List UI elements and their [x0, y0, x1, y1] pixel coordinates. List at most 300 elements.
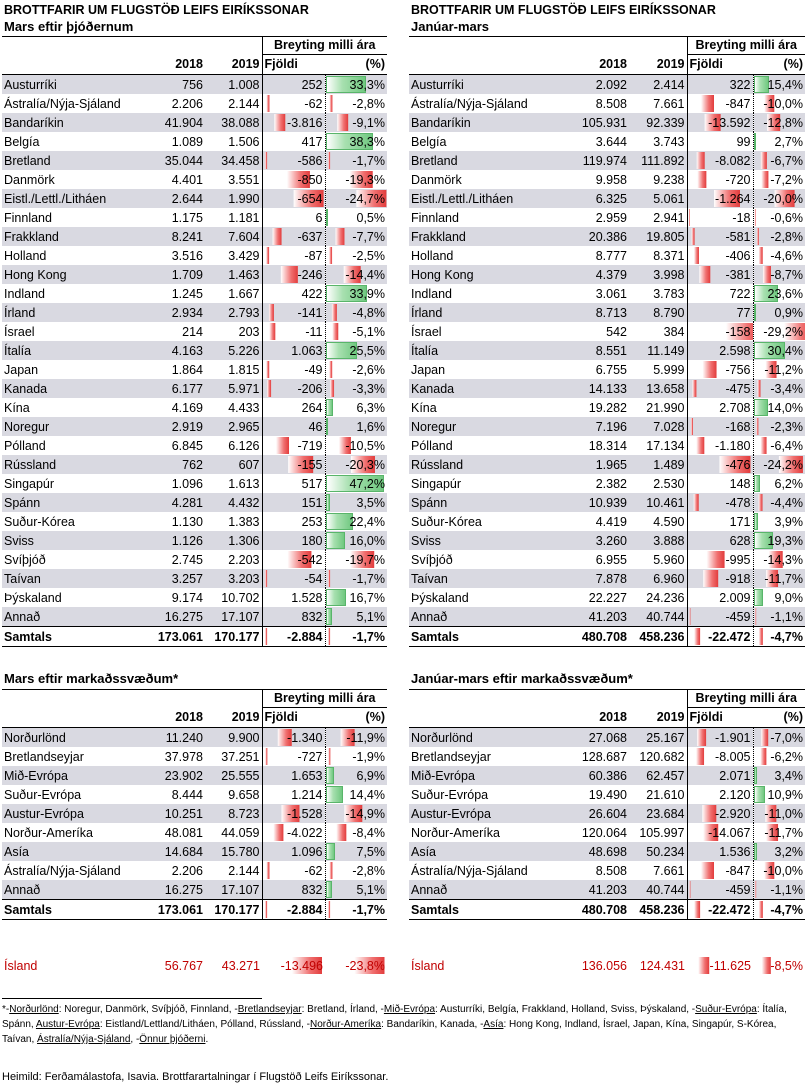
value-2018: 14.684 [150, 842, 205, 861]
change-pct [325, 455, 387, 474]
table-row [409, 208, 805, 227]
negative-change-bar [330, 380, 334, 397]
row-label: Samtals [409, 900, 574, 920]
value-2019: 384 [663, 324, 685, 339]
cell-value: 25,5% [349, 343, 385, 358]
table-row [409, 379, 805, 398]
negative-change-bar [332, 323, 338, 340]
value-2018: 4.281 [150, 493, 205, 512]
positive-change-bar [326, 608, 332, 625]
value-2018: 6.755 [595, 362, 627, 377]
change-pct [753, 360, 805, 379]
cell-value: -850 [297, 172, 323, 187]
footnote-part: . [205, 1034, 209, 1045]
data-table [409, 37, 805, 647]
cell-value: -24,2% [763, 457, 803, 472]
value-2019: 1.383 [228, 514, 260, 529]
negative-change-bar [267, 380, 271, 397]
value-2018: 120.064 [581, 825, 627, 840]
change-count [687, 284, 753, 303]
row-label: Kína [4, 400, 30, 415]
change-count [262, 747, 325, 766]
row-label: Bretland [409, 151, 574, 170]
change-count [687, 823, 753, 842]
cell-value: -2,8% [770, 229, 803, 244]
positive-change-bar [754, 786, 765, 803]
change-pct [753, 785, 805, 804]
value-2018: 9.958 [595, 172, 627, 187]
change-count [262, 493, 325, 512]
year-2019-header: 2019 [205, 708, 262, 728]
cell-value: -2,5% [352, 248, 385, 263]
table-row [409, 842, 805, 861]
table-row [409, 728, 805, 748]
value-2018: 480.708 [574, 900, 629, 920]
table-row [409, 75, 805, 95]
pct-header: (%) [325, 55, 387, 75]
cell-value: 264 [301, 400, 323, 415]
footnote-part: Suður-Evrópa [695, 1004, 757, 1015]
change-count [687, 861, 753, 880]
change-count [262, 607, 325, 627]
data-table [409, 690, 805, 920]
year-2018-header: 2018 [574, 55, 629, 75]
cell-value: 1.214 [291, 787, 323, 802]
change-pct [753, 132, 805, 151]
negative-change-bar [329, 361, 332, 378]
year-2018-header: 2018 [574, 708, 629, 728]
value-2019: 6.126 [228, 438, 260, 453]
value-2019: 1.815 [228, 362, 260, 377]
row-label: Svíþjóð [411, 552, 453, 567]
change-count [687, 588, 753, 607]
cell-value: -719 [297, 438, 323, 453]
change-count [687, 246, 753, 265]
cell-value: -5,1% [352, 324, 385, 339]
cell-value: -4.022 [287, 825, 323, 840]
value-2018: 11.240 [150, 728, 205, 748]
cell-value: 151 [301, 495, 323, 510]
value-2018: 7.878 [574, 569, 629, 588]
change-count [262, 284, 325, 303]
notes-divider [2, 998, 262, 999]
change-count [687, 900, 753, 920]
negative-change-bar [268, 304, 274, 321]
negative-change-bar [758, 901, 763, 918]
table-row [2, 132, 387, 151]
cell-value: 14,0% [767, 400, 803, 415]
negative-change-bar [758, 494, 763, 511]
cell-value: -19,3% [345, 172, 385, 187]
change-count [687, 842, 753, 861]
change-pct [753, 151, 805, 170]
change-count [262, 766, 325, 785]
change-count [687, 341, 753, 360]
value-2019: 10.702 [221, 590, 260, 605]
value-2019: 17.107 [205, 607, 262, 627]
row-label: Japan [411, 362, 446, 377]
negative-change-bar [758, 247, 763, 264]
header-row [2, 55, 387, 75]
change-pct [325, 94, 387, 113]
count-header: Fjöldi [687, 55, 753, 75]
change-pct [325, 607, 387, 627]
cell-value: 832 [301, 609, 323, 624]
row-label: Japan [4, 362, 39, 377]
change-count [262, 189, 325, 208]
row-label: Samtals [409, 627, 574, 647]
positive-change-bar [326, 589, 347, 606]
row-label: Ítalía [409, 341, 574, 360]
cell-value: -475 [725, 381, 751, 396]
value-2018: 1.130 [171, 514, 203, 529]
value-2019: 4.590 [653, 514, 685, 529]
cell-value: -11,7% [764, 571, 803, 586]
value-2019: 1.506 [228, 134, 260, 149]
row-label: Kanada [2, 379, 150, 398]
negative-change-bar [328, 748, 330, 765]
cell-value: -12,8% [763, 115, 803, 130]
cell-value: 10,9% [767, 787, 803, 802]
change-pct [753, 227, 805, 246]
value-2018: 37.978 [164, 749, 203, 764]
change-count [262, 900, 325, 920]
value-2019: 3.551 [228, 172, 260, 187]
value-2018: 6.845 [171, 438, 203, 453]
cell-value: -11.625 [709, 958, 751, 973]
cell-value: -8.082 [715, 153, 751, 168]
change-pct [325, 956, 387, 975]
value-2018: 3.644 [595, 134, 627, 149]
value-2018: 35.044 [150, 151, 205, 170]
value-2018: 48.081 [164, 825, 203, 840]
value-2019: 62.457 [629, 766, 687, 785]
change-pct [753, 398, 805, 417]
negative-change-bar [266, 862, 269, 879]
change-count [262, 512, 325, 531]
table-row [2, 303, 387, 322]
change-pct [753, 113, 805, 132]
change-header: Breyting milli ára [687, 37, 805, 55]
negative-change-bar [329, 862, 332, 879]
count-header: Fjöldi [262, 708, 325, 728]
value-2019: 111.892 [629, 151, 687, 170]
row-label: Frakkland [2, 227, 150, 246]
change-count [687, 322, 753, 341]
table-row [2, 170, 387, 189]
change-pct [325, 170, 387, 189]
change-count [687, 208, 753, 227]
cell-value: 0,9% [774, 305, 803, 320]
cell-value: -2,8% [352, 863, 385, 878]
value-2018: 762 [150, 455, 205, 474]
cell-value: 1,6% [356, 419, 385, 434]
change-count [262, 785, 325, 804]
positive-change-bar [754, 76, 770, 93]
change-count [687, 627, 753, 647]
row-label: Singapúr [411, 476, 462, 491]
table-row [409, 880, 805, 900]
cell-value: 14,4% [349, 787, 385, 802]
row-label: Pólland [4, 438, 46, 453]
table-row [409, 132, 805, 151]
change-pct [753, 493, 805, 512]
change-pct [325, 588, 387, 607]
value-2018: 9.174 [171, 590, 203, 605]
negative-change-bar [761, 729, 768, 746]
change-count [687, 804, 753, 823]
footnote [2, 1002, 802, 1047]
positive-change-bar [754, 843, 757, 860]
cell-value: -654 [297, 191, 323, 206]
change-pct [325, 474, 387, 493]
value-2019: 8.371 [653, 248, 685, 263]
cell-value: -581 [725, 229, 751, 244]
value-2018: 18.314 [588, 438, 627, 453]
value-2019: 2.941 [653, 210, 685, 225]
change-count [262, 861, 325, 880]
change-count [687, 398, 753, 417]
year-2019-header: 2019 [629, 55, 687, 75]
table-row [409, 588, 805, 607]
value-2019: 2.793 [205, 303, 262, 322]
positive-change-bar [754, 589, 763, 606]
cell-value: 16,0% [349, 533, 385, 548]
value-2018: 173.061 [150, 627, 205, 647]
change-count [687, 227, 753, 246]
table-row [409, 747, 805, 766]
value-2018: 6.955 [595, 552, 627, 567]
value-2018: 1.096 [171, 476, 203, 491]
table-row [2, 436, 387, 455]
cell-value: -6,7% [770, 153, 803, 168]
total-row [409, 627, 805, 647]
change-pct [325, 208, 387, 227]
value-2018: 480.708 [574, 627, 629, 647]
cell-value: 1.536 [719, 844, 751, 859]
value-2018: 8.777 [595, 248, 627, 263]
cell-value: 1.096 [291, 844, 323, 859]
cell-value: -141 [297, 305, 323, 320]
change-count [262, 842, 325, 861]
change-count [687, 151, 753, 170]
row-label: Danmörk [4, 172, 55, 187]
cell-value: 7,5% [356, 844, 385, 859]
table-row [2, 75, 387, 95]
island-row [409, 956, 805, 975]
source-note: Heimild: Ferðamálastofa, Isavia. Brottfarartalningar í Flugstöð Leifs Eiríkssonar. [2, 1071, 389, 1083]
table-row [409, 823, 805, 842]
cell-value: -3.816 [287, 115, 323, 130]
table-row [2, 284, 387, 303]
value-2019: 17.107 [205, 880, 262, 900]
value-2018: 1.864 [171, 362, 203, 377]
table-row [2, 360, 387, 379]
value-2019: 21.990 [646, 400, 685, 415]
negative-change-bar [328, 570, 330, 587]
cell-value: -1,7% [352, 902, 385, 917]
value-2019: 4.433 [228, 400, 260, 415]
cell-value: -10,0% [763, 96, 803, 111]
cell-value: -87 [304, 248, 323, 263]
change-count [687, 512, 753, 531]
cell-value: 180 [301, 533, 323, 548]
change-pct [753, 455, 805, 474]
row-label: Spánn [2, 493, 150, 512]
value-2018: 8.713 [574, 303, 629, 322]
change-pct [325, 512, 387, 531]
cell-value: -11,9% [346, 730, 385, 745]
footnote-part: : Ítalía, Spánn, [2, 1004, 787, 1030]
negative-change-bar [689, 881, 690, 898]
cell-value: 0,5% [356, 210, 385, 225]
change-count [687, 531, 753, 550]
value-2018: 41.904 [150, 113, 205, 132]
value-2019: 458.236 [629, 627, 687, 647]
header-row [2, 690, 387, 708]
year-2019-header: 2019 [205, 55, 262, 75]
change-pct [753, 284, 805, 303]
value-2019: 5.971 [205, 379, 262, 398]
change-count [687, 728, 753, 748]
cell-value: 19,3% [767, 533, 803, 548]
cell-value: -727 [297, 749, 323, 764]
cell-value: 5,1% [356, 882, 385, 897]
row-label: Suður-Kórea [4, 514, 75, 529]
row-label: Singapúr [4, 476, 55, 491]
table-row [409, 303, 805, 322]
table-row [409, 436, 805, 455]
cell-value: -8,4% [352, 825, 385, 840]
cell-value: -14,4% [345, 267, 385, 282]
value-2019: 21.610 [646, 787, 685, 802]
change-count [687, 94, 753, 113]
row-label: Mið-Evrópa [409, 766, 574, 785]
cell-value: -1,7% [352, 571, 385, 586]
cell-value: 6,2% [774, 476, 803, 491]
table-row [2, 379, 387, 398]
value-2018: 105.931 [574, 113, 629, 132]
cell-value: 517 [301, 476, 323, 491]
change-pct [753, 880, 805, 900]
cell-value: -11,2% [764, 362, 803, 377]
cell-value: -4,7% [770, 629, 803, 644]
value-2019: 203 [238, 324, 260, 339]
cell-value: -1,1% [770, 609, 803, 624]
footnote-part: : Bandaríkin, Kanada, - [381, 1019, 484, 1030]
value-2018: 8.551 [574, 341, 629, 360]
change-count [687, 956, 753, 975]
cell-value: -23,8% [345, 958, 385, 973]
value-2019: 3.783 [653, 286, 685, 301]
change-pct [325, 246, 387, 265]
cell-value: 832 [301, 882, 323, 897]
change-count [262, 588, 325, 607]
value-2019: 8.790 [629, 303, 687, 322]
change-pct [753, 379, 805, 398]
value-2018: 16.275 [150, 607, 205, 627]
table-row [409, 284, 805, 303]
row-label: Ástralía/Nýja-Sjáland [411, 863, 528, 878]
change-pct [753, 341, 805, 360]
value-2019: 38.088 [205, 113, 262, 132]
change-pct [325, 880, 387, 900]
change-count [687, 493, 753, 512]
cell-value: 30,4% [767, 343, 803, 358]
cell-value: -1.528 [287, 806, 323, 821]
row-label: Kína [411, 400, 437, 415]
cell-value: 15,4% [767, 77, 803, 92]
value-2019: 3.743 [653, 134, 685, 149]
negative-change-bar [272, 228, 282, 245]
table-subtitle: Janúar-mars eftir markaðssvæðum* [409, 669, 805, 690]
value-2019: 5.061 [629, 189, 687, 208]
total-row [2, 900, 387, 920]
negative-change-bar [335, 228, 344, 245]
cell-value: 148 [729, 476, 751, 491]
positive-change-bar [326, 399, 334, 416]
value-2018: 4.401 [171, 172, 203, 187]
footnote-part: : Austurríki, Belgía, Frakkland, Holland, Sviss, Þýskaland, - [435, 1004, 696, 1015]
table-row [2, 842, 387, 861]
change-pct [753, 208, 805, 227]
header-row [409, 37, 805, 55]
cell-value: 22,4% [349, 514, 385, 529]
change-pct [753, 588, 805, 607]
change-count [262, 804, 325, 823]
island-section [0, 951, 805, 979]
value-2018: 27.068 [574, 728, 629, 748]
cell-value: -19,7% [345, 552, 385, 567]
change-count [687, 170, 753, 189]
row-label: Hong Kong [2, 265, 150, 284]
row-label: Danmörk [411, 172, 462, 187]
change-count [687, 880, 753, 900]
value-2018: 60.386 [574, 766, 629, 785]
value-2018: 2.382 [595, 476, 627, 491]
table-row [409, 417, 805, 436]
value-2018: 23.902 [150, 766, 205, 785]
value-2019: 1.667 [228, 286, 260, 301]
row-label: Noregur [2, 417, 150, 436]
change-count [687, 132, 753, 151]
negative-change-bar [266, 95, 269, 112]
change-pct [325, 417, 387, 436]
negative-change-bar [696, 152, 705, 169]
value-2019: 2.965 [205, 417, 262, 436]
cell-value: -1.340 [287, 730, 323, 745]
value-2019: 8.723 [205, 804, 262, 823]
change-pct [753, 627, 805, 647]
row-label: Bretland [2, 151, 150, 170]
row-label: Ísrael [4, 324, 35, 339]
table-row [409, 569, 805, 588]
change-pct [753, 436, 805, 455]
value-2018: 1.709 [150, 265, 205, 284]
negative-change-bar [698, 957, 709, 974]
island-table [2, 956, 387, 975]
cell-value: -478 [725, 495, 751, 510]
cell-value: -7,0% [770, 730, 803, 745]
cell-value: -1.180 [715, 438, 751, 453]
cell-value: -1.264 [715, 191, 751, 206]
change-count [262, 341, 325, 360]
cell-value: -918 [725, 571, 751, 586]
table-row [409, 607, 805, 627]
value-2018: 136.056 [581, 958, 627, 973]
negative-change-bar [693, 494, 699, 511]
row-label: Rússland [409, 455, 574, 474]
